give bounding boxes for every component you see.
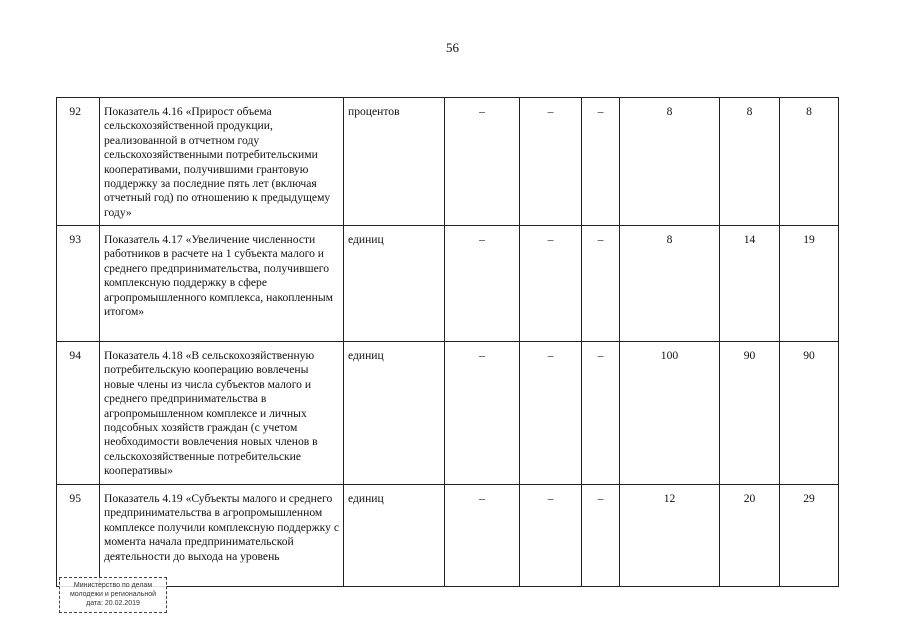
stamp-line: Министерство по делам — [73, 582, 153, 589]
row-number: 94 — [57, 342, 100, 485]
value-cell: 12 — [620, 485, 720, 587]
table-row — [57, 98, 839, 226]
value-cell: – — [445, 342, 520, 485]
value-cell: 19 — [780, 226, 839, 342]
value-cell: – — [582, 485, 620, 587]
registration-stamp — [59, 577, 167, 613]
unit-cell: единиц — [344, 342, 445, 485]
value-cell: – — [520, 485, 582, 587]
indicator-description: Показатель 4.17 «Увеличение численности работников в расчете на 1 субъекта малого и среднего предпринимательства, получившего комплексную поддержку в сфере агропромышленного комплекса, накопленным итогом» — [100, 226, 344, 342]
table-row — [57, 226, 839, 342]
row-number: 93 — [57, 226, 100, 342]
table-row — [57, 342, 839, 485]
row-number: 95 — [57, 485, 100, 587]
unit-cell: единиц — [344, 485, 445, 587]
indicator-description: Показатель 4.16 «Прирост объема сельскохозяйственной продукции, реализованной в отчетном году сельскохозяйственными потребительскими кооперативами, получившими грантовую поддержку за последние пять лет (включая отчетный год) по отношению к предыдущему году» — [100, 98, 344, 226]
value-cell: – — [582, 342, 620, 485]
indicator-description: Показатель 4.19 «Субъекты малого и среднего предпринимательства в агропромышленном комплексе получили комплексную поддержку с момента начала предпринимательской деятельности до выхода на уровень — [100, 485, 344, 587]
indicator-description: Показатель 4.18 «В сельскохозяйственную потребительскую кооперацию вовлечены новые члены из числа субъектов малого и среднего предпринимательства в агропромышленном комплексе и личных подсобных хозяйств граждан (с учетом необходимости вовлечения новых членов в сельскохозяйственные потребительские кооперативы» — [100, 342, 344, 485]
value-cell: – — [445, 98, 520, 226]
unit-cell: единиц — [344, 226, 445, 342]
value-cell: – — [582, 226, 620, 342]
value-cell: 90 — [720, 342, 780, 485]
value-cell: 29 — [780, 485, 839, 587]
value-cell: – — [520, 342, 582, 485]
value-cell: 8 — [620, 226, 720, 342]
value-cell: – — [445, 226, 520, 342]
value-cell: – — [582, 98, 620, 226]
indicators-table — [56, 97, 839, 587]
value-cell: 100 — [620, 342, 720, 485]
page-number: 56 — [446, 40, 459, 55]
value-cell: 14 — [720, 226, 780, 342]
stamp-line: дата: 20.02.2019 — [86, 600, 140, 607]
value-cell: – — [520, 226, 582, 342]
value-cell: – — [520, 98, 582, 226]
stamp-line: молодежи и региональной — [69, 591, 157, 598]
value-cell: 90 — [780, 342, 839, 485]
table-row — [57, 485, 839, 587]
value-cell: 8 — [720, 98, 780, 226]
value-cell: 8 — [620, 98, 720, 226]
value-cell: – — [445, 485, 520, 587]
value-cell: 20 — [720, 485, 780, 587]
row-number: 92 — [57, 98, 100, 226]
value-cell: 8 — [780, 98, 839, 226]
unit-cell: процентов — [344, 98, 445, 226]
